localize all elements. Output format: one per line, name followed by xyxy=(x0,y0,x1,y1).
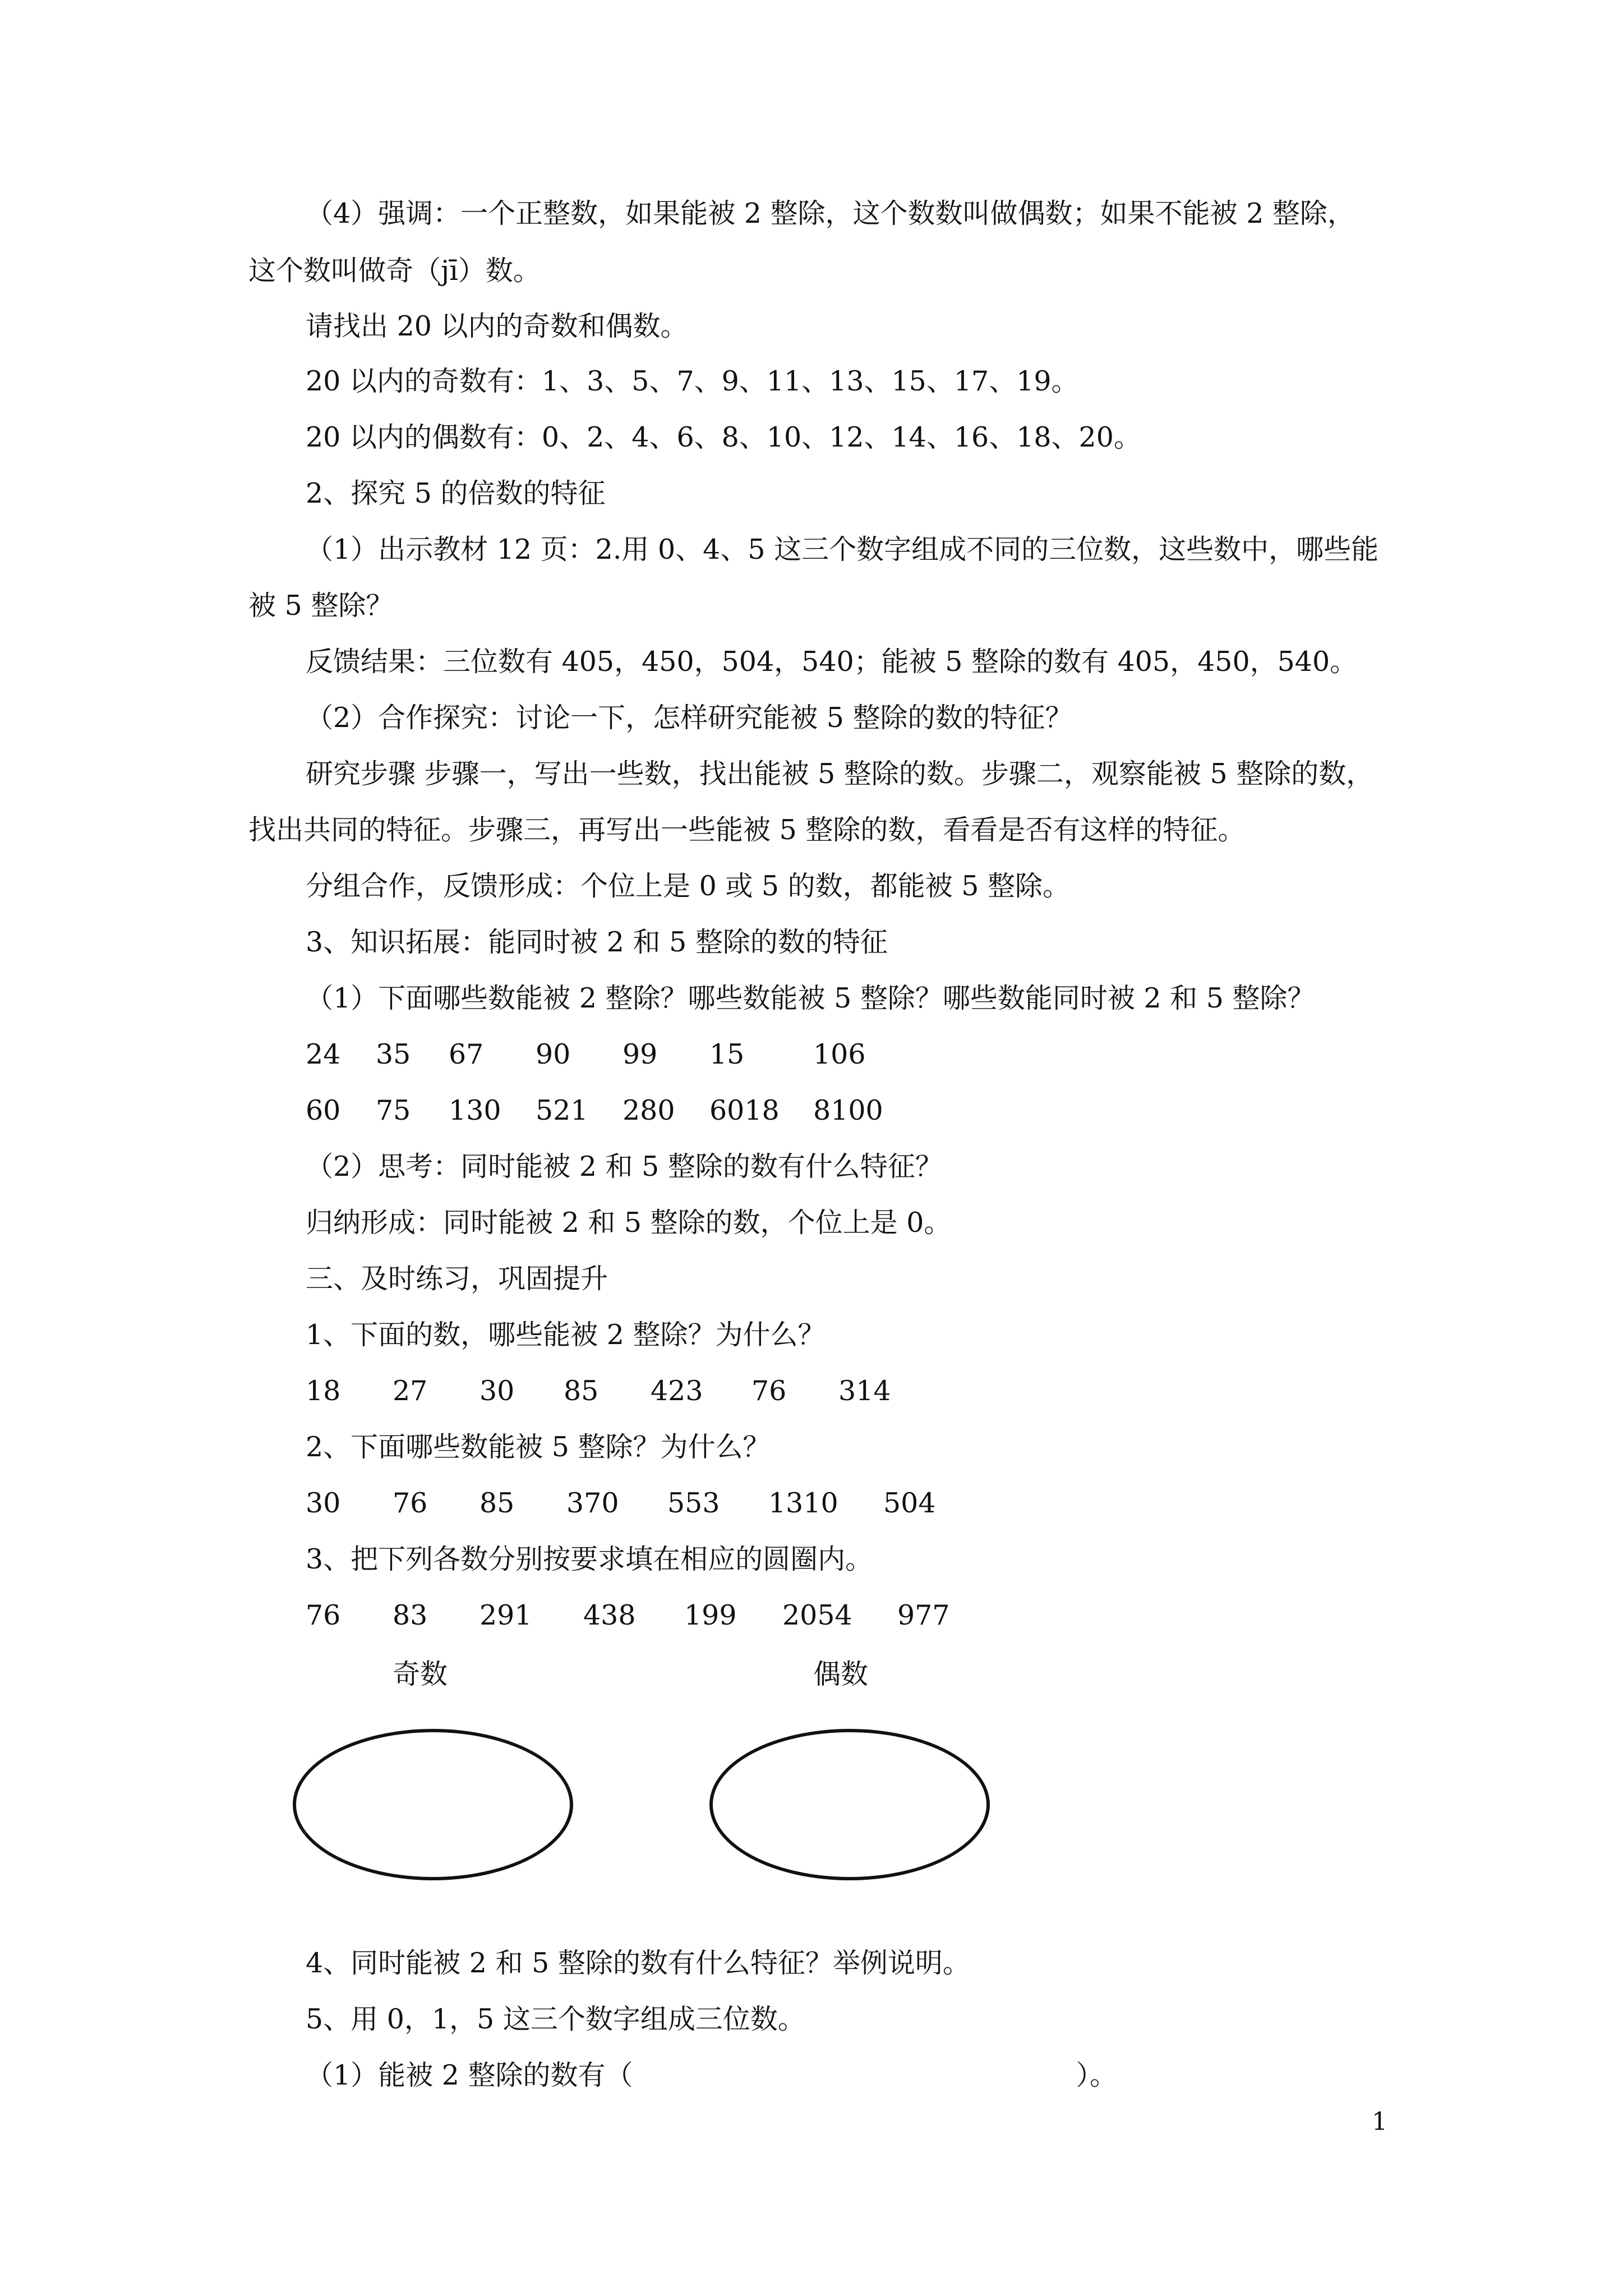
number: 1310 xyxy=(768,1487,838,1519)
number: 2054 xyxy=(782,1599,852,1631)
exercise-question: 4、同时能被 2 和 5 整除的数有什么特征？举例说明。 xyxy=(306,1947,970,1979)
number: 438 xyxy=(583,1599,636,1631)
number: 199 xyxy=(684,1599,737,1631)
number: 423 xyxy=(651,1375,703,1407)
number: 27 xyxy=(393,1375,428,1407)
text-line: 20 以内的偶数有：0、2、4、6、8、10、12、14、16、18、20。 xyxy=(306,421,1141,453)
number: 370 xyxy=(566,1487,619,1519)
section-heading: 2、探究 5 的倍数的特征 xyxy=(306,477,606,509)
number: 83 xyxy=(393,1599,428,1631)
number-row xyxy=(0,1094,1623,1128)
fill-in-line xyxy=(306,2059,1117,2092)
fill-in-prefix: （1）能被 2 整除的数有（ xyxy=(306,2059,633,2091)
text-line: 分组合作，反馈形成：个位上是 0 或 5 的数，都能被 5 整除。 xyxy=(306,870,1070,902)
number: 291 xyxy=(479,1599,532,1631)
number: 6018 xyxy=(709,1094,780,1126)
number-row xyxy=(0,1487,1623,1520)
exercise-question: 5、用 0，1，5 这三个数字组成三位数。 xyxy=(306,2003,805,2035)
number: 106 xyxy=(813,1038,866,1070)
text-line: 这个数叫做奇（jī）数。 xyxy=(248,255,541,287)
number-row xyxy=(0,1599,1623,1632)
text-line: （2）思考：同时能被 2 和 5 整除的数有什么特征？ xyxy=(306,1151,943,1182)
number-row xyxy=(0,1374,1623,1408)
text-line: 研究步骤 步骤一，写出一些数，找出能被 5 整除的数。步骤二，观察能被 5 整除的数， xyxy=(306,758,1374,790)
odd-circle xyxy=(293,1729,573,1880)
number: 85 xyxy=(564,1375,599,1407)
number: 18 xyxy=(306,1375,341,1407)
number: 75 xyxy=(376,1094,411,1126)
text-line: 请找出 20 以内的奇数和偶数。 xyxy=(306,310,688,342)
text-line: （1）出示教材 12 页：2.用 0、4、5 这三个数字组成不同的三位数，这些数中，哪些能 xyxy=(306,533,1379,565)
number: 504 xyxy=(883,1487,936,1519)
text-line: （1）下面哪些数能被 2 整除？哪些数能被 5 整除？哪些数能同时被 2 和 5 整除？ xyxy=(306,982,1315,1014)
fill-in-suffix: ）。 xyxy=(1076,2059,1118,2091)
even-circle xyxy=(709,1729,990,1880)
number: 90 xyxy=(536,1038,571,1070)
exercise-question: 1、下面的数，哪些能被 2 整除？为什么？ xyxy=(306,1319,826,1351)
section-heading: 3、知识拓展：能同时被 2 和 5 整除的数的特征 xyxy=(306,926,888,958)
number: 76 xyxy=(751,1375,787,1407)
exercise-question: 2、下面哪些数能被 5 整除？为什么？ xyxy=(306,1431,771,1463)
number: 553 xyxy=(667,1487,720,1519)
number: 99 xyxy=(623,1038,658,1070)
text-line: 归纳形成：同时能被 2 和 5 整除的数，个位上是 0。 xyxy=(306,1207,952,1239)
number: 76 xyxy=(306,1599,341,1631)
number: 60 xyxy=(306,1094,341,1126)
number: 130 xyxy=(449,1094,501,1126)
number: 76 xyxy=(393,1487,428,1519)
page-number: 1 xyxy=(1372,2108,1387,2136)
text-line: 被 5 整除？ xyxy=(248,590,394,622)
text-line: （4）强调：一个正整数，如果能被 2 整除，这个数数叫做偶数；如果不能被 2 整除， xyxy=(306,197,1355,229)
exercise-question: 3、把下列各数分别按要求填在相应的圆圈内。 xyxy=(306,1543,873,1575)
section-heading: 三、及时练习，巩固提升 xyxy=(306,1263,608,1295)
number: 85 xyxy=(479,1487,515,1519)
number: 67 xyxy=(449,1038,484,1070)
even-label: 偶数 xyxy=(813,1658,869,1690)
number: 280 xyxy=(623,1094,675,1126)
number: 30 xyxy=(479,1375,515,1407)
number: 8100 xyxy=(813,1094,883,1126)
text-line: 找出共同的特征。步骤三，再写出一些能被 5 整除的数，看看是否有这样的特征。 xyxy=(248,814,1246,846)
text-line: （2）合作探究：讨论一下，怎样研究能被 5 整除的数的特征？ xyxy=(306,702,1073,734)
text-line: 20 以内的奇数有：1、3、5、7、9、11、13、15、17、19。 xyxy=(306,365,1079,397)
odd-label: 奇数 xyxy=(393,1658,448,1690)
number: 24 xyxy=(306,1038,341,1070)
number-row xyxy=(0,1038,1623,1071)
number: 30 xyxy=(306,1487,341,1519)
number: 15 xyxy=(709,1038,745,1070)
number: 314 xyxy=(838,1375,891,1407)
number: 35 xyxy=(376,1038,411,1070)
number: 977 xyxy=(897,1599,950,1631)
text-line: 反馈结果：三位数有 405，450，504，540；能被 5 整除的数有 405，450，540。 xyxy=(306,646,1358,678)
number: 521 xyxy=(536,1094,588,1126)
